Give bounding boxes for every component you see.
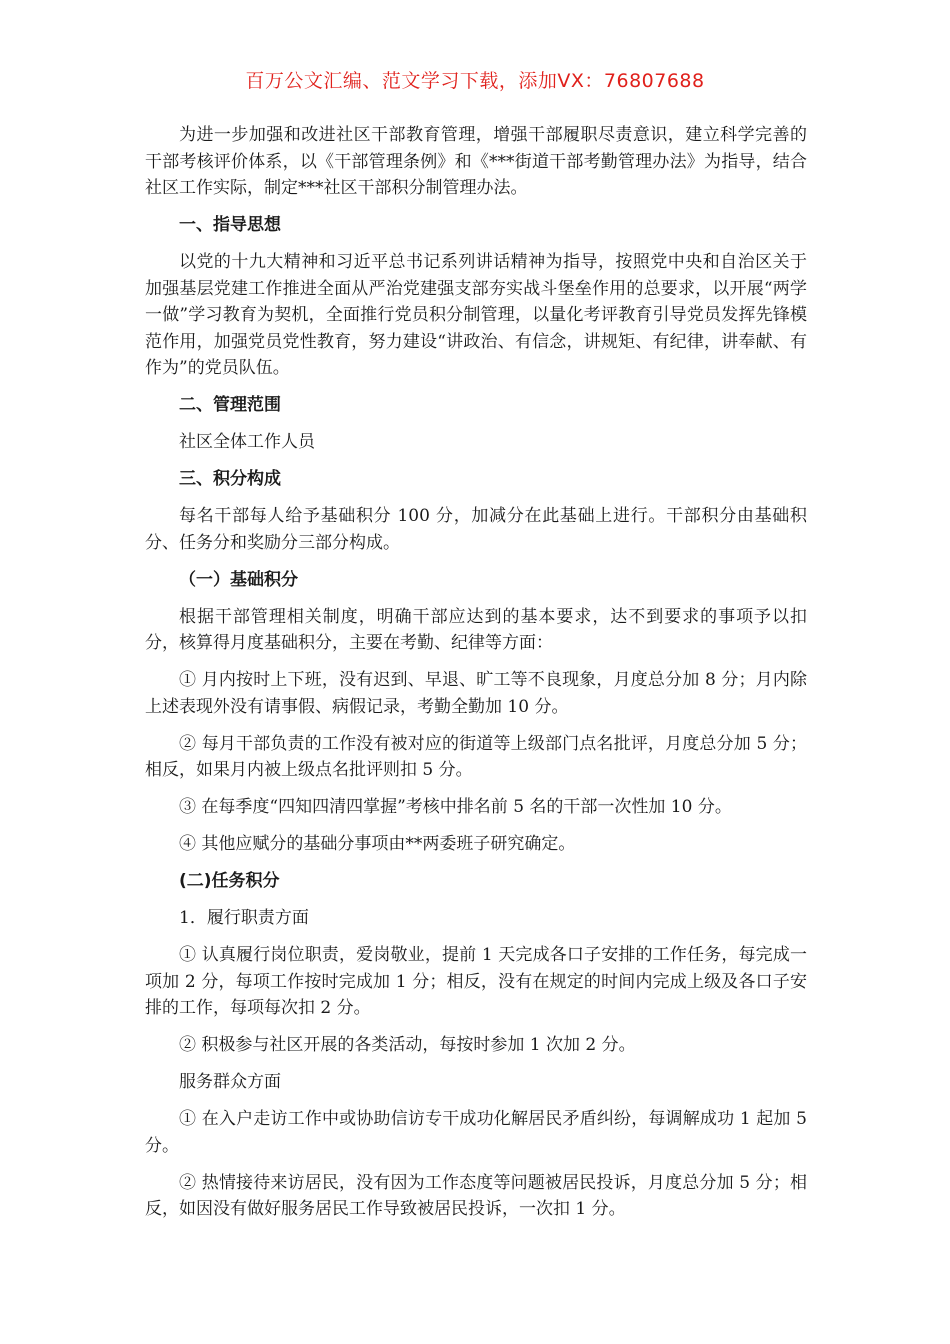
- sub-heading-serving-masses: 服务群众方面: [179, 1072, 281, 1092]
- body-paragraph: 社区全体工作人员: [179, 432, 315, 452]
- list-item: ① 在入户走访工作中或协助信访专干成功化解居民矛盾纠纷，每调解成功 1 起加 5 分。: [145, 1109, 807, 1156]
- document-body: [145, 122, 807, 1233]
- section-heading-management-scope: 二、管理范围: [179, 395, 281, 415]
- body-paragraph: 根据干部管理相关制度，明确干部应达到的基本要求，达不到要求的事项予以扣分，核算得月度基础积分，主要在考勤、纪律等方面：: [145, 606, 807, 653]
- list-item: ① 月内按时上下班，没有迟到、早退、旷工等不良现象，月度总分加 8 分；月内除上述表现外没有请事假、病假记录，考勤全勤加 10 分。: [145, 670, 807, 717]
- sub-heading-duties: 1．履行职责方面: [179, 908, 309, 928]
- intro-paragraph: 为进一步加强和改进社区干部教育管理，增强干部履职尽责意识，建立科学完善的干部考核评价体系，以《干部管理条例》和《***街道干部考勤管理办法》为指导，结合社区工作实际，制定***社区干部积分制管理办法。: [145, 125, 807, 198]
- list-item: ② 每月干部负责的工作没有被对应的街道等上级部门点名批评，月度总分加 5 分；相反，如果月内被上级点名批评则扣 5 分。: [145, 733, 807, 780]
- header-watermark-text: 百万公文汇编、范文学习下载，添加VX：76807688: [245, 70, 705, 92]
- list-item: ① 认真履行岗位职责，爱岗敬业，提前 1 天完成各口子安排的工作任务，每完成一项加 2 分，每项工作按时完成加 1 分；相反，没有在规定的时间内完成上级及各口子安排的工作，每项每次扣 2 分。: [145, 945, 807, 1018]
- list-item: ② 积极参与社区开展的各类活动，每按时参加 1 次加 2 分。: [179, 1035, 636, 1055]
- section-heading-guiding-ideology: 一、指导思想: [179, 215, 281, 235]
- list-item: ② 热情接待来访居民，没有因为工作态度等问题被居民投诉，月度总分加 5 分；相反，如因没有做好服务居民工作导致被居民投诉，一次扣 1 分。: [145, 1172, 807, 1219]
- body-paragraph: 每名干部每人给予基础积分 100 分，加减分在此基础上进行。干部积分由基础积分、任务分和奖励分三部分构成。: [145, 506, 807, 553]
- subsection-heading-task-points: (二)任务积分: [179, 871, 280, 891]
- body-paragraph: 以党的十九大精神和习近平总书记系列讲话精神为指导，按照党中央和自治区关于加强基层党建工作推进全面从严治党建强支部夯实战斗堡垒作用的总要求，以开展“两学一做”学习教育为契机，全面推行党员积分制管理，以量化考评教育引导党员发挥先锋模范作用，加强党员党性教育，努力建设“讲政治、有信念，讲规矩、有纪律，讲奉献、有作为”的党员队伍。: [145, 252, 807, 378]
- section-heading-points-composition: 三、积分构成: [179, 469, 281, 489]
- subsection-heading-basic-points: （一）基础积分: [179, 569, 298, 590]
- list-item: ④ 其他应赋分的基础分事项由**两委班子研究确定。: [179, 834, 576, 854]
- list-item: ③ 在每季度“四知四清四掌握”考核中排名前 5 名的干部一次性加 10 分。: [179, 797, 732, 817]
